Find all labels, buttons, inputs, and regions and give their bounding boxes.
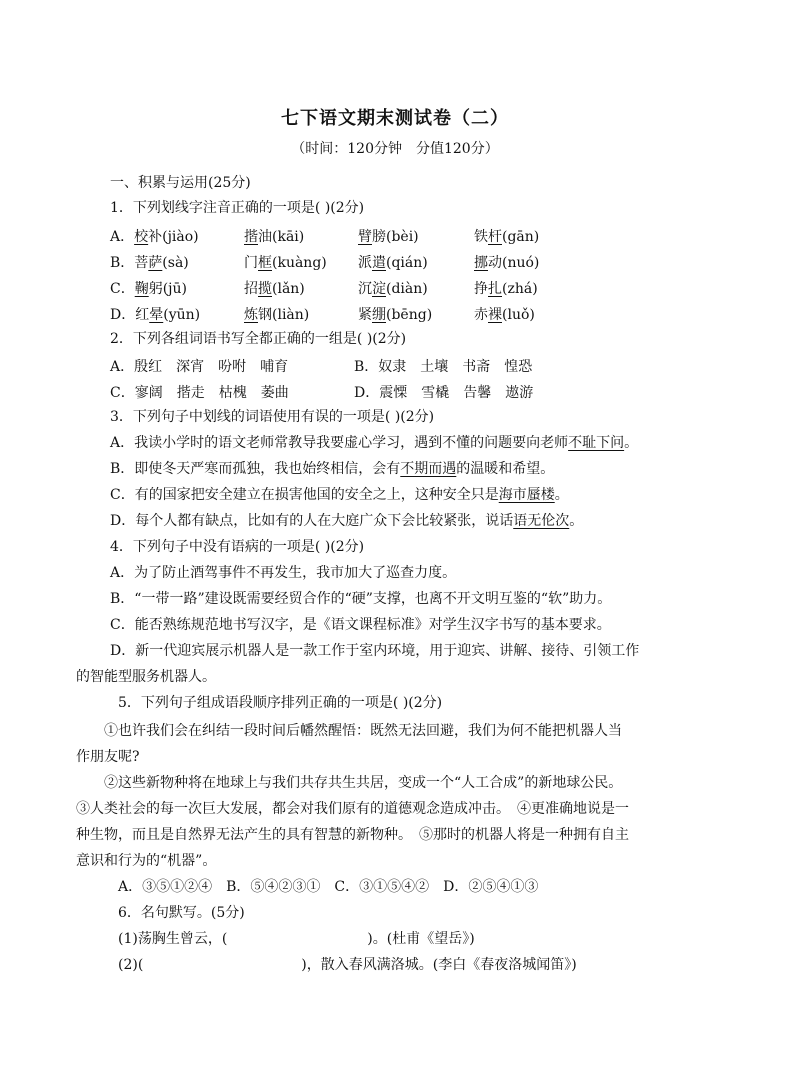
q4-option-a: A．为了防止酒驾事件不再发生，我市加大了巡查力度。 <box>110 565 457 581</box>
q3-d-underlined: 语无伦次 <box>513 513 570 529</box>
q4-option-c: C．能否熟练规范地书写汉字，是《语文课程标准》对学生汉字书写的基本要求。 <box>110 617 611 633</box>
q3-option-c: C．有的国家把安全建立在损害他国的安全之上，这种安全只是海市蜃楼。 <box>110 487 569 503</box>
underlined-char: 裸 <box>488 307 502 323</box>
q1-option-c-word-4: 挣扎(zhá) <box>474 281 538 297</box>
underlined-char: 绷 <box>372 307 386 323</box>
q2-option-c: C．寥阔 揩走 枯槐 萎曲 <box>110 385 289 401</box>
q1-option-d-word-1: D．红晕(yūn) <box>110 307 201 323</box>
underlined-char: 晕 <box>149 307 164 323</box>
q5-passage-line: ②这些新物种将在地球上与我们共存共生共居，变成一个“人工合成”的新地球公民。 <box>104 775 623 791</box>
q1-option-a-word-3: 臂膀(bèi) <box>358 229 419 245</box>
q5-passage-line: ①也许我们会在纠结一段时间后幡然醒悟：既然无法回避，我们为何不能把机器人当 <box>104 723 622 739</box>
q5-options: A．③⑤①②④ B．⑤④②③① C．③①⑤④② D．②⑤④①③ <box>118 879 539 895</box>
q1-option-a-word-2: 揩油(kāi) <box>244 229 305 245</box>
q6-item-1: (1)荡胸生曾云，( )。(杜甫《望岳》) <box>118 931 475 947</box>
q1-option-b-word-4: 挪动(nuó) <box>474 255 540 271</box>
q1-option-d-word-4: 赤裸(luǒ) <box>474 307 535 323</box>
q5-passage-line: 种生物，而且是自然界无法产生的具有智慧的新物种。 ⑤那时的机器人将是一种拥有自主 <box>76 827 629 843</box>
q3-stem: 3．下列句子中划线的词语使用有误的一项是( )(2分) <box>110 409 435 425</box>
q1-option-b-word-2: 门框(kuàng) <box>244 255 327 271</box>
q2-option-a: A．殷红 深宵 吩咐 哺育 <box>110 359 289 375</box>
q3-option-d: D．每个人都有缺点，比如有的人在大庭广众下会比较紧张，说话语无伦次。 <box>110 513 584 529</box>
q5-passage-line: ③人类社会的每一次巨大发展，都会对我们原有的道德观念造成冲击。 ④更准确地说是一 <box>76 801 629 817</box>
underlined-char: 校 <box>134 229 149 245</box>
underlined-char: 淀 <box>372 281 386 297</box>
underlined-char: 遣 <box>372 255 386 271</box>
q1-option-a-word-4: 铁杆(gān) <box>474 229 540 245</box>
q1-option-b-word-1: B．菩萨(sà) <box>110 255 189 271</box>
q1-option-c-word-2: 招揽(lǎn) <box>244 281 305 297</box>
q2-option-b: B．奴隶 土壤 书斋 惶恐 <box>354 359 533 375</box>
q3-c-underlined: 海市蜃楼 <box>498 487 555 503</box>
q3-option-a: A．我读小学时的语文老师常教导我要虚心学习，遇到不懂的问题要向老师不耻下问。 <box>110 435 639 451</box>
q2-option-d: D．震慄 雪橇 告馨 遨游 <box>354 385 534 401</box>
q1-option-a-word-1: A．校补(jiào) <box>110 229 199 245</box>
underlined-char: 臂 <box>358 229 372 245</box>
underlined-char: 萨 <box>148 255 163 271</box>
q3-b-underlined: 不期而遇 <box>400 461 457 477</box>
q4-option-b: B．“一带一路”建设既需要经贸合作的“硬”支撑，也离不开文明互鉴的“软”助力。 <box>110 591 612 607</box>
q5-stem: 5．下列句子组成语段顺序排列正确的一项是( )(2分) <box>118 695 443 711</box>
q1-option-b-word-3: 派遣(qián) <box>358 255 428 271</box>
q1-option-c-word-3: 沉淀(diàn) <box>358 281 428 297</box>
q4-option-d: D．新一代迎宾展示机器人是一款工作于室内环境，用于迎宾、讲解、接待、引领工作 <box>110 643 640 659</box>
q5-passage-line: 意识和行为的“机器”。 <box>76 853 217 869</box>
underlined-char: 框 <box>258 255 272 271</box>
q5-passage-line: 作朋友呢? <box>76 749 140 765</box>
q4-stem: 4．下列句子中没有语病的一项是( )(2分) <box>110 539 365 555</box>
underlined-char: 揽 <box>258 281 272 297</box>
q1-option-d-word-3: 紧绷(bēng) <box>358 307 433 323</box>
q1-stem: 1．下列划线字注音正确的一项是( )(2分) <box>110 200 365 216</box>
q6-item-2: (2)( )，散入春风满洛城。(李白《春夜洛城闻笛》) <box>118 957 577 973</box>
underlined-char: 扎 <box>488 281 502 297</box>
q1-option-c-word-1: C．鞠躬(jū) <box>110 281 187 297</box>
underlined-char: 杆 <box>488 229 502 245</box>
underlined-char: 挪 <box>474 255 488 271</box>
q3-option-b: B．即使冬天严寒而孤独，我也始终相信，会有不期而遇的温暖和希望。 <box>110 461 555 477</box>
q4-option-d-cont: 的智能型服务机器人。 <box>76 669 216 685</box>
section-heading: 一、积累与运用(25分) <box>110 175 251 191</box>
underlined-char: 揩 <box>244 229 258 245</box>
exam-title: 七下语文期末测试卷（二） <box>281 108 509 129</box>
underlined-char: 鞠 <box>134 281 149 297</box>
q6-stem: 6．名句默写。(5分) <box>118 905 245 921</box>
underlined-char: 炼 <box>244 307 258 323</box>
q1-option-d-word-2: 炼钢(liàn) <box>244 307 310 323</box>
q2-stem: 2．下列各组词语书写全都正确的一组是( )(2分) <box>110 331 407 347</box>
exam-subtitle: （时间：120分钟 分值120分） <box>291 141 499 157</box>
q3-a-underlined: 不耻下问 <box>568 435 625 451</box>
